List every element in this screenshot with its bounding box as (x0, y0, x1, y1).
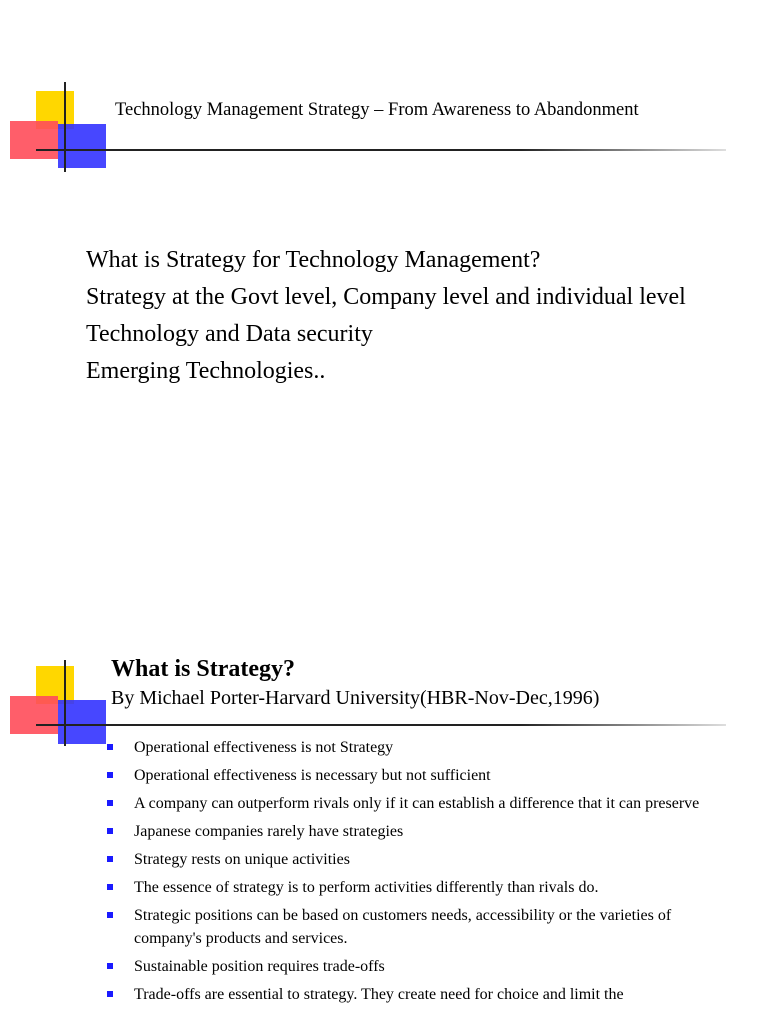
bullet-list (104, 736, 724, 1011)
topic-item: Technology and Data security (86, 321, 373, 347)
bullet-item (104, 848, 724, 871)
slide-2-subtitle: By Michael Porter-Harvard University(HBR-Nov-Dec,1996) (111, 687, 600, 709)
bullet-item (104, 983, 724, 1006)
bullet-text: Trade-offs are essential to strategy. They create need for choice and limit the (134, 986, 624, 1003)
bullet-item (104, 955, 724, 978)
bullet-item (104, 736, 724, 759)
bullet-text: Operational effectiveness is necessary but not sufficient (134, 767, 491, 784)
square-bullet-icon (107, 744, 113, 750)
square-bullet-icon (107, 884, 113, 890)
bullet-item (104, 876, 724, 899)
square-bullet-icon (107, 963, 113, 969)
slide-logo-decoration (0, 512, 120, 692)
red-square-icon (10, 696, 58, 734)
square-bullet-icon (107, 856, 113, 862)
bullet-text: Strategy rests on unique activities (134, 851, 350, 868)
square-bullet-icon (107, 912, 113, 918)
slide-logo-decoration (0, 0, 120, 180)
bullet-item (104, 792, 724, 815)
topics-list (86, 242, 686, 390)
bullet-text: Sustainable position requires trade-offs (134, 958, 385, 975)
bullet-text: Operational effectiveness is not Strategy (134, 739, 394, 756)
title-underline (36, 724, 726, 726)
red-square-icon (10, 121, 58, 159)
bullet-text: Strategic positions can be based on customers needs, accessibility or the varieties of company's products and services. (134, 907, 672, 947)
square-bullet-icon (107, 800, 113, 806)
bullet-text: Japanese companies rarely have strategies (134, 823, 404, 840)
square-bullet-icon (107, 828, 113, 834)
topic-item: Strategy at the Govt level, Company level and individual level (86, 284, 686, 310)
slide-2 (0, 512, 768, 1024)
bullet-item (104, 904, 724, 950)
square-bullet-icon (107, 991, 113, 997)
title-underline (36, 149, 726, 151)
slide-1-title: Technology Management Strategy – From Awareness to Abandonment (115, 100, 639, 120)
bullet-item (104, 764, 724, 787)
bullet-text: The essence of strategy is to perform activities differently than rivals do. (134, 879, 599, 896)
topic-item: Emerging Technologies.. (86, 358, 326, 384)
bullet-item (104, 820, 724, 843)
vertical-rule (64, 82, 66, 172)
topic-item: What is Strategy for Technology Management? (86, 247, 541, 273)
square-bullet-icon (107, 772, 113, 778)
vertical-rule (64, 660, 66, 746)
bullet-text: A company can outperform rivals only if it can establish a difference that it can preserve (134, 795, 700, 812)
slide-2-title: What is Strategy? (111, 656, 295, 682)
